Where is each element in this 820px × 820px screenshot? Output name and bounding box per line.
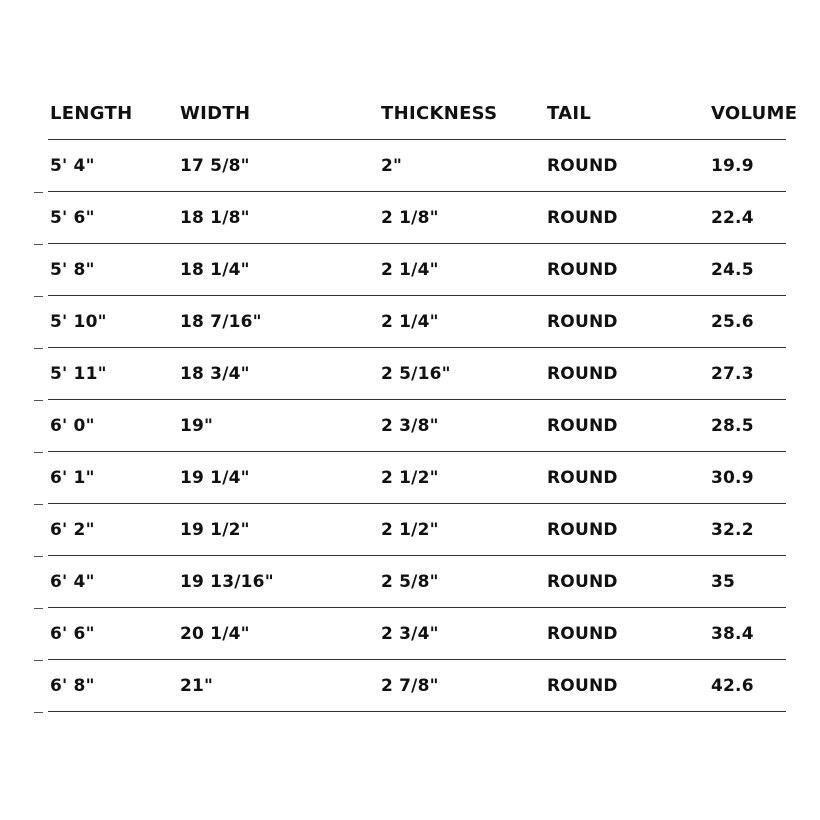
table-row bbox=[0, 556, 820, 608]
cell-tail: ROUND bbox=[547, 364, 618, 384]
board-dimensions-table bbox=[0, 88, 820, 712]
cell-tail: ROUND bbox=[547, 572, 618, 592]
row-tick-mark bbox=[34, 712, 43, 713]
cell-tail: ROUND bbox=[547, 468, 618, 488]
cell-tail: ROUND bbox=[547, 260, 618, 280]
header-width: WIDTH bbox=[180, 103, 251, 124]
cell-thickness: 2 3/4" bbox=[381, 624, 439, 644]
cell-volume: 22.4 bbox=[711, 208, 754, 228]
cell-length: 6' 4" bbox=[50, 572, 95, 592]
header-thickness: THICKNESS bbox=[381, 103, 498, 124]
cell-width: 19 1/2" bbox=[180, 520, 250, 540]
cell-tail: ROUND bbox=[547, 312, 618, 332]
table-row bbox=[0, 504, 820, 556]
cell-length: 5' 4" bbox=[50, 156, 95, 176]
cell-width: 18 1/4" bbox=[180, 260, 250, 280]
table-row bbox=[0, 244, 820, 296]
cell-volume: 42.6 bbox=[711, 676, 754, 696]
cell-width: 18 7/16" bbox=[180, 312, 262, 332]
cell-volume: 25.6 bbox=[711, 312, 754, 332]
cell-thickness: 2 1/8" bbox=[381, 208, 439, 228]
table-row bbox=[0, 608, 820, 660]
cell-volume: 30.9 bbox=[711, 468, 754, 488]
cell-width: 19 1/4" bbox=[180, 468, 250, 488]
cell-tail: ROUND bbox=[547, 208, 618, 228]
cell-volume: 24.5 bbox=[711, 260, 754, 280]
cell-length: 6' 2" bbox=[50, 520, 95, 540]
cell-thickness: 2 1/4" bbox=[381, 260, 439, 280]
cell-width: 19" bbox=[180, 416, 214, 436]
cell-tail: ROUND bbox=[547, 624, 618, 644]
cell-thickness: 2 1/2" bbox=[381, 468, 439, 488]
cell-thickness: 2 5/16" bbox=[381, 364, 451, 384]
table-row bbox=[0, 140, 820, 192]
header-tail: TAIL bbox=[547, 103, 592, 124]
cell-width: 21" bbox=[180, 676, 214, 696]
cell-thickness: 2 1/4" bbox=[381, 312, 439, 332]
cell-tail: ROUND bbox=[547, 520, 618, 540]
cell-thickness: 2 1/2" bbox=[381, 520, 439, 540]
table-header-row bbox=[0, 88, 820, 140]
cell-thickness: 2" bbox=[381, 156, 403, 176]
cell-volume: 35 bbox=[711, 572, 736, 592]
cell-thickness: 2 3/8" bbox=[381, 416, 439, 436]
table-row bbox=[0, 660, 820, 712]
table-row bbox=[0, 400, 820, 452]
cell-width: 18 3/4" bbox=[180, 364, 250, 384]
cell-width: 18 1/8" bbox=[180, 208, 250, 228]
table-row bbox=[0, 452, 820, 504]
cell-length: 6' 1" bbox=[50, 468, 95, 488]
cell-tail: ROUND bbox=[547, 676, 618, 696]
cell-tail: ROUND bbox=[547, 156, 618, 176]
cell-width: 17 5/8" bbox=[180, 156, 250, 176]
cell-length: 6' 8" bbox=[50, 676, 95, 696]
cell-thickness: 2 5/8" bbox=[381, 572, 439, 592]
cell-volume: 38.4 bbox=[711, 624, 754, 644]
cell-width: 20 1/4" bbox=[180, 624, 250, 644]
cell-width: 19 13/16" bbox=[180, 572, 274, 592]
header-length: LENGTH bbox=[50, 103, 133, 124]
cell-volume: 27.3 bbox=[711, 364, 754, 384]
table-row bbox=[0, 192, 820, 244]
cell-volume: 28.5 bbox=[711, 416, 754, 436]
cell-length: 5' 11" bbox=[50, 364, 107, 384]
cell-length: 5' 6" bbox=[50, 208, 95, 228]
cell-length: 5' 8" bbox=[50, 260, 95, 280]
cell-length: 6' 6" bbox=[50, 624, 95, 644]
cell-thickness: 2 7/8" bbox=[381, 676, 439, 696]
header-volume: VOLUME bbox=[711, 103, 798, 124]
cell-volume: 19.9 bbox=[711, 156, 754, 176]
cell-length: 5' 10" bbox=[50, 312, 107, 332]
table-row bbox=[0, 296, 820, 348]
row-divider bbox=[48, 711, 786, 712]
cell-length: 6' 0" bbox=[50, 416, 95, 436]
cell-volume: 32.2 bbox=[711, 520, 754, 540]
table-row bbox=[0, 348, 820, 400]
cell-tail: ROUND bbox=[547, 416, 618, 436]
